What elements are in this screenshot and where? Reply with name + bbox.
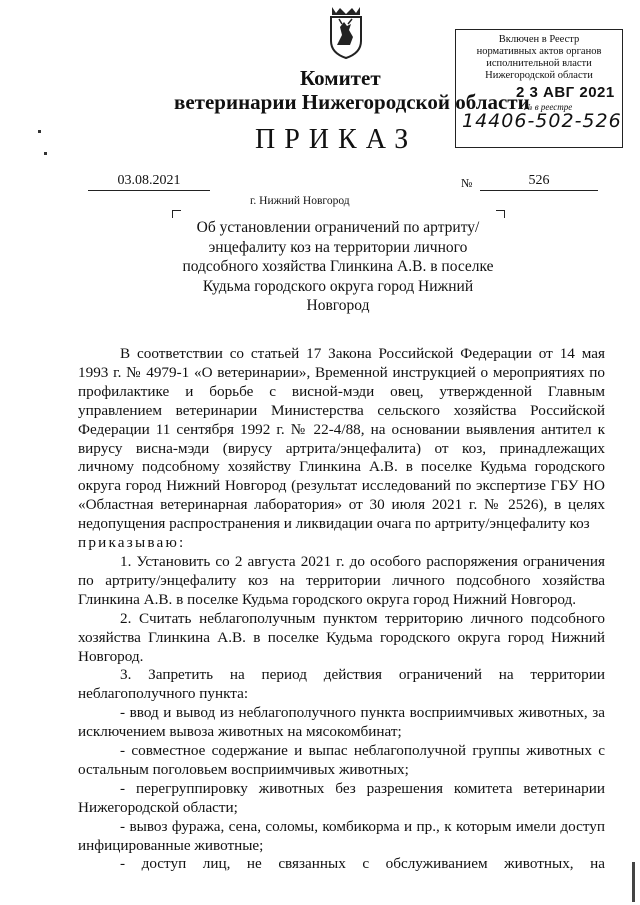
number-sign: №	[461, 176, 473, 190]
document-number: 526	[480, 173, 598, 191]
document-subject: Об установлении ограничений по артриту/энцефалиту коз на территории личного подсобного хозяйства Глинкина А.В. в поселке Кудьма городского округа город Нижний Новгород	[182, 219, 494, 314]
prohibition-item: - вывоз фуража, сена, соломы, комбикорма и пр., к которым имели доступ инфицированные животные;	[78, 817, 605, 854]
document-date: 03.08.2021	[88, 173, 210, 191]
scan-mark	[38, 130, 41, 133]
stamp-line: нормативных актов органов	[476, 46, 602, 57]
stamp-date: 2 3 АВГ 2021	[516, 84, 615, 101]
stamp-line: Нижегородской области	[485, 70, 593, 81]
title-bracket-right	[496, 210, 505, 218]
org-name-line1: Комитет	[300, 66, 381, 90]
prohibition-item: - перегруппировку животных без разрешения комитета ветеринарии Нижегородской области;	[78, 779, 605, 816]
scan-mark	[44, 152, 47, 155]
registry-stamp	[455, 29, 623, 148]
prohibition-item: - ввод и вывод из неблагополучного пункта восприимчивых животных, за исключением вывоза животных на мясокомбинат;	[78, 704, 605, 741]
document-body	[78, 345, 605, 874]
order-word: приказываю:	[78, 534, 186, 552]
order-item-3: 3. Запретить на период действия ограничений на территории неблагополучного пункта:	[78, 666, 605, 703]
document-type: ПРИКАЗ	[255, 124, 418, 155]
stamp-line: Включен в Реестр	[498, 34, 580, 45]
title-bracket-left	[172, 210, 181, 218]
stamp-reg-label: № в реестре	[524, 102, 573, 112]
coat-of-arms-icon	[328, 5, 364, 59]
prohibition-item: - доступ лиц, не связанных с обслуживанием животных, на	[120, 855, 605, 873]
document-city: г. Нижний Новгород	[250, 195, 350, 207]
order-item-1: 1. Установить со 2 августа 2021 г. до особого распоряжения ограничения по артриту/энцефалиту коз на территории личного подсобного хозяйства Глинкина А.В. в поселке Кудьма городского округа город Нижний Новгород.	[78, 552, 605, 608]
preamble-paragraph: В соответствии со статьей 17 Закона Российской Федерации от 14 мая 1993 г. № 4979-1 «О ветеринарии», Временной инструкцией о мероприятиях по профилактике и борьбе с висной-мэди овец, утвержденной Главным управлением ветеринарии Министерства сельского хозяйства Российской Федерации 11 сентября 1992 г. № 22-4/88, на основании выявления антител к вирусу висна-мэди (вирусу артрита/энцефалита) от коз, принадлежащих личному подсобному хозяйству Глинкина А.В. в поселке Кудьма городского округа город Нижний Новгород (результат исследований по экспертизе ГБУ НО «Областная ветеринарная лаборатория» от 30 июля 2021 г. № 2526), в целях недопущения распространения и ликвидации очага по артриту/энцефалиту коз	[78, 345, 605, 533]
scan-edge-mark	[632, 862, 635, 902]
order-item-2: 2. Считать неблагополучным пунктом территорию личного подсобного хозяйства Глинкина А.В. в поселке Кудьма городского округа город Нижний Новгород.	[78, 609, 605, 665]
org-name-line2: ветеринарии Нижегородской области	[174, 90, 530, 114]
stamp-reg-number: 14406-502-526	[462, 110, 622, 132]
prohibition-item: - совместное содержание и выпас неблагополучной группы животных с остальным поголовьем восприимчивых животных;	[78, 742, 605, 778]
stamp-line: исполнительной власти	[486, 58, 592, 69]
